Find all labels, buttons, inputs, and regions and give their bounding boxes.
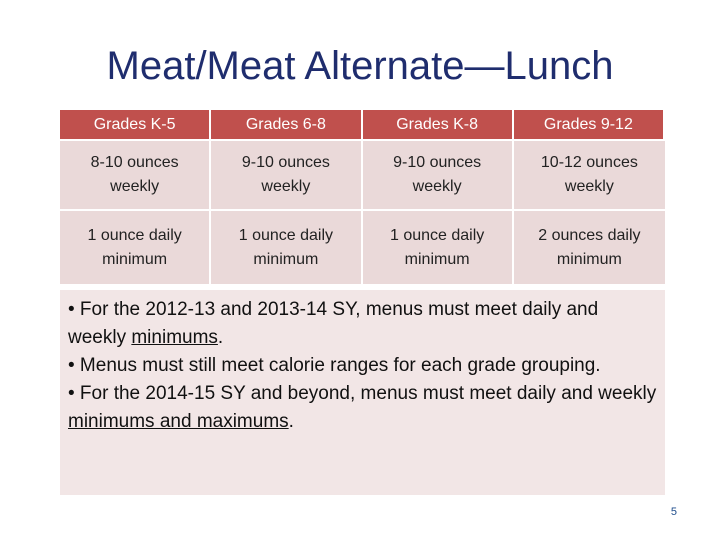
note-text: • For the 2014-15 SY and beyond, menus must meet daily and weekly (68, 383, 657, 404)
cell-line: weekly (412, 178, 462, 195)
notes-box (60, 290, 665, 495)
cell-line: 1 ounce daily (238, 226, 334, 244)
slide-title: Meat/Meat Alternate—Lunch (106, 44, 614, 88)
cell-line: minimum (102, 250, 168, 268)
cell-line: minimum (404, 250, 470, 268)
weekly-cell (363, 139, 514, 209)
cell-line: 9-10 ounces (393, 154, 482, 171)
daily-cell (211, 209, 362, 284)
cell-line: weekly (110, 178, 160, 195)
cell-line: 8-10 ounces (90, 154, 179, 171)
note-min-max (68, 380, 657, 436)
note-text: . (217, 327, 224, 348)
cell-line: minimum (253, 250, 319, 268)
daily-cell (363, 209, 514, 284)
grade-requirements-table (60, 110, 665, 284)
weekly-cell (514, 139, 665, 209)
note-calorie-ranges: • Menus must still meet calorie ranges for each grade grouping. (68, 355, 601, 376)
daily-cell (60, 209, 211, 284)
header-grades-k5: Grades K-5 (60, 110, 211, 139)
note-underlined: minimums (131, 327, 218, 348)
header-grades-9-12: Grades 9-12 (514, 110, 665, 139)
note-text: . (288, 411, 294, 432)
cell-line: weekly (564, 178, 614, 195)
page-number: 5 (670, 506, 677, 518)
cell-line: minimum (556, 250, 622, 268)
cell-line: 2 ounces daily (538, 226, 641, 244)
cell-line: 9-10 ounces (241, 154, 330, 171)
header-grades-6-8: Grades 6-8 (211, 110, 362, 139)
cell-line: 1 ounce daily (87, 226, 182, 244)
cell-line: 1 ounce daily (389, 226, 485, 244)
note-text: • For the 2012-13 and 2013-14 SY, menus must meet daily and weekly (68, 299, 599, 348)
cell-line: 10-12 ounces (540, 154, 638, 171)
note-daily-weekly-minimums (68, 296, 657, 352)
weekly-cell (211, 139, 362, 209)
daily-cell (514, 209, 665, 284)
cell-line: weekly (261, 178, 311, 195)
note-underlined: minimums and maximums (68, 411, 289, 432)
header-grades-k8: Grades K-8 (363, 110, 514, 139)
weekly-cell (60, 139, 211, 209)
